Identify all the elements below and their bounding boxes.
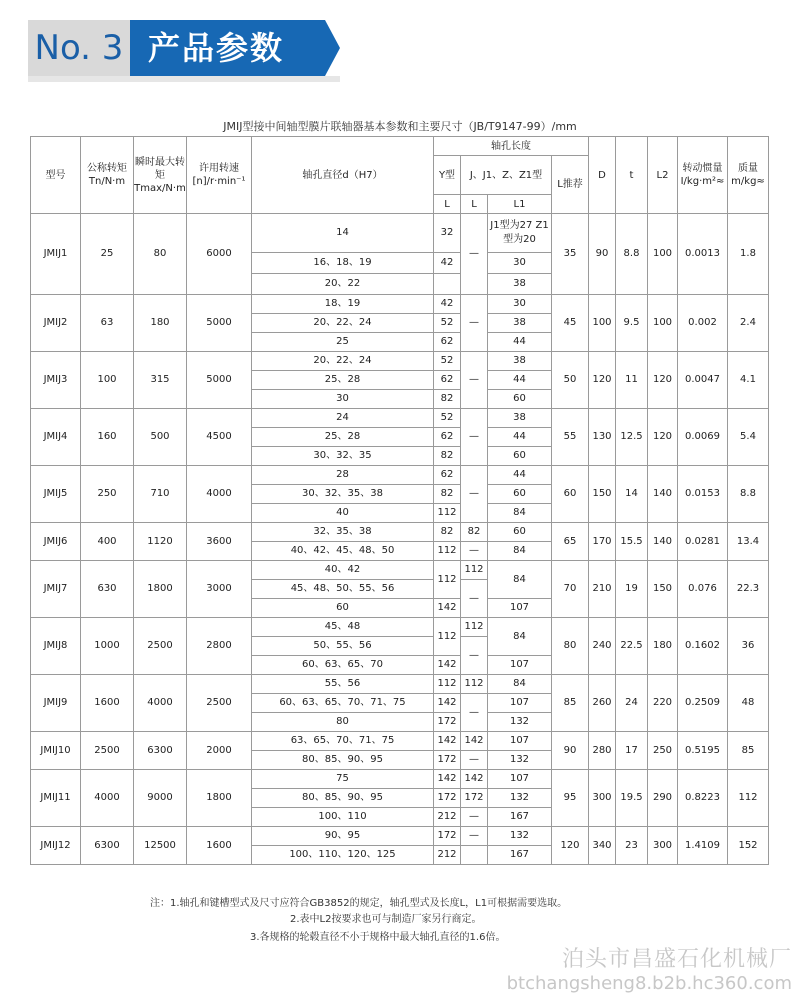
cell-nominal-torque: 160 [81, 409, 134, 466]
cell-bore-diameter: 63、65、70、71、75 [252, 732, 434, 751]
cell-L-recommended: 80 [552, 618, 589, 675]
cell-L-y: 142 [434, 656, 461, 675]
cell-bore-diameter: 45、48、50、55、56 [252, 580, 434, 599]
cell-D: 280 [589, 732, 616, 770]
cell-nominal-torque: 400 [81, 523, 134, 561]
header-L-jz: L [461, 195, 488, 214]
table-row [31, 770, 769, 789]
cell-L1: 60 [488, 390, 552, 409]
cell-L2: 140 [648, 523, 678, 561]
cell-inertia: 0.076 [678, 561, 728, 618]
cell-L-y: 42 [434, 295, 461, 314]
cell-L-y: 112 [434, 542, 461, 561]
cell-L-y: 82 [434, 485, 461, 504]
cell-L-recommended: 120 [552, 827, 589, 865]
cell-bore-diameter: 14 [252, 214, 434, 253]
cell-L-jz: 172 [461, 789, 488, 808]
table-row [31, 732, 769, 751]
cell-bore-diameter: 80、85、90、95 [252, 751, 434, 770]
cell-L-y: 172 [434, 751, 461, 770]
cell-speed: 2800 [187, 618, 252, 675]
cell-L-jz: 142 [461, 732, 488, 751]
cell-D: 130 [589, 409, 616, 466]
cell-L-recommended: 85 [552, 675, 589, 732]
cell-mass: 8.8 [728, 466, 769, 523]
header-L1: L1 [488, 195, 552, 214]
cell-L1: 30 [488, 295, 552, 314]
cell-bore-diameter: 16、18、19 [252, 253, 434, 274]
cell-mass: 2.4 [728, 295, 769, 352]
header-bore-diameter: 轴孔直径d（H7） [252, 137, 434, 214]
cell-L-y: 52 [434, 409, 461, 428]
cell-L2: 250 [648, 732, 678, 770]
cell-L1: 107 [488, 732, 552, 751]
cell-model: JMIJ3 [31, 352, 81, 409]
header-bore-length: 轴孔长度 [434, 137, 589, 156]
table-row [31, 561, 769, 580]
cell-bore-diameter: 50、55、56 [252, 637, 434, 656]
cell-L-y: 32 [434, 214, 461, 253]
cell-L-jz: 142 [461, 770, 488, 789]
cell-L1: 132 [488, 751, 552, 770]
table-caption: JMIJ型接中间轴型膜片联轴器基本参数和主要尺寸（JB/T9147-99）/mm [223, 120, 577, 133]
cell-inertia: 0.0281 [678, 523, 728, 561]
cell-peak-torque: 1120 [134, 523, 187, 561]
cell-L-y: 82 [434, 447, 461, 466]
cell-bore-diameter: 32、35、38 [252, 523, 434, 542]
cell-bore-diameter: 80、85、90、95 [252, 789, 434, 808]
cell-L-recommended: 65 [552, 523, 589, 561]
cell-peak-torque: 9000 [134, 770, 187, 827]
cell-L1: 60 [488, 485, 552, 504]
cell-t: 22.5 [616, 618, 648, 675]
cell-bore-diameter: 100、110 [252, 808, 434, 827]
cell-bore-diameter: 100、110、120、125 [252, 846, 434, 865]
table-row [31, 409, 769, 428]
cell-model: JMIJ11 [31, 770, 81, 827]
cell-mass: 22.3 [728, 561, 769, 618]
cell-L1: 107 [488, 599, 552, 618]
cell-L2: 100 [648, 214, 678, 295]
watermark [507, 947, 792, 995]
watermark-company: 泊头市昌盛石化机械厂 [561, 947, 792, 972]
cell-inertia: 0.0013 [678, 214, 728, 295]
cell-bore-diameter: 30、32、35 [252, 447, 434, 466]
cell-mass: 4.1 [728, 352, 769, 409]
cell-bore-diameter: 20、22 [252, 274, 434, 295]
cell-bore-diameter: 45、48 [252, 618, 434, 637]
note-2: 2.表中L2按要求也可与制造厂家另行商定。 [290, 914, 482, 925]
cell-peak-torque: 500 [134, 409, 187, 466]
cell-L1: 84 [488, 675, 552, 694]
cell-model: JMIJ2 [31, 295, 81, 352]
cell-t: 12.5 [616, 409, 648, 466]
header-D: D [589, 137, 616, 214]
cell-nominal-torque: 2500 [81, 732, 134, 770]
cell-speed: 4500 [187, 409, 252, 466]
cell-L-recommended: 70 [552, 561, 589, 618]
cell-L-jz: — [461, 808, 488, 827]
cell-peak-torque: 2500 [134, 618, 187, 675]
cell-L2: 140 [648, 466, 678, 523]
cell-t: 14 [616, 466, 648, 523]
cell-bore-diameter: 30、32、35、38 [252, 485, 434, 504]
header-mass: 质量m/kg≈ [728, 137, 769, 214]
cell-bore-diameter: 30 [252, 390, 434, 409]
cell-D: 120 [589, 352, 616, 409]
cell-L1: 107 [488, 656, 552, 675]
watermark-url: btchangsheng8.b2b.hc360.com [506, 973, 792, 994]
table-row [31, 827, 769, 846]
cell-peak-torque: 180 [134, 295, 187, 352]
cell-model: JMIJ1 [31, 214, 81, 295]
cell-inertia: 1.4109 [678, 827, 728, 865]
cell-nominal-torque: 250 [81, 466, 134, 523]
header-nominal-torque: 公称转矩Tn/N·m [81, 137, 134, 214]
table-row [31, 352, 769, 371]
cell-bore-diameter: 55、56 [252, 675, 434, 694]
cell-speed: 3600 [187, 523, 252, 561]
table-row [31, 675, 769, 694]
cell-L1: 132 [488, 713, 552, 732]
cell-L2: 290 [648, 770, 678, 827]
cell-D: 90 [589, 214, 616, 295]
cell-model: JMIJ10 [31, 732, 81, 770]
cell-t: 17 [616, 732, 648, 770]
cell-nominal-torque: 1000 [81, 618, 134, 675]
cell-L1: 44 [488, 428, 552, 447]
cell-peak-torque: 6300 [134, 732, 187, 770]
cell-nominal-torque: 1600 [81, 675, 134, 732]
cell-nominal-torque: 630 [81, 561, 134, 618]
cell-speed: 5000 [187, 352, 252, 409]
cell-mass: 1.8 [728, 214, 769, 295]
cell-L-jz-dash: — [461, 352, 488, 409]
cell-D: 100 [589, 295, 616, 352]
cell-speed: 2500 [187, 675, 252, 732]
parameter-table [30, 136, 769, 865]
cell-peak-torque: 4000 [134, 675, 187, 732]
cell-peak-torque: 12500 [134, 827, 187, 865]
cell-L1: 38 [488, 409, 552, 428]
cell-nominal-torque: 25 [81, 214, 134, 295]
cell-speed: 2000 [187, 732, 252, 770]
cell-nominal-torque: 63 [81, 295, 134, 352]
note-1: 注：1.轴孔和键槽型式及尺寸应符合GB3852的规定，轴孔型式及长度L，L1可根据需要选取。 [150, 898, 568, 909]
cell-L1: 107 [488, 694, 552, 713]
cell-L-recommended: 55 [552, 409, 589, 466]
cell-speed: 1800 [187, 770, 252, 827]
cell-inertia: 0.5195 [678, 732, 728, 770]
cell-speed: 5000 [187, 295, 252, 352]
cell-model: JMIJ9 [31, 675, 81, 732]
cell-inertia: 0.8223 [678, 770, 728, 827]
cell-L-y: 62 [434, 428, 461, 447]
cell-mass: 112 [728, 770, 769, 827]
cell-L1: 167 [488, 808, 552, 827]
cell-L-y: 82 [434, 523, 461, 542]
cell-L-jz [461, 846, 488, 865]
header-inertia: 转动惯量I/kg·m²≈ [678, 137, 728, 214]
cell-t: 19 [616, 561, 648, 618]
cell-bore-diameter: 40 [252, 504, 434, 523]
cell-inertia: 0.002 [678, 295, 728, 352]
cell-L1: 167 [488, 846, 552, 865]
cell-speed: 1600 [187, 827, 252, 865]
cell-L1: 38 [488, 314, 552, 333]
cell-bore-diameter: 75 [252, 770, 434, 789]
cell-bore-diameter: 20、22、24 [252, 352, 434, 371]
cell-L-y: 212 [434, 846, 461, 865]
cell-L-y: 172 [434, 789, 461, 808]
cell-L-jz: — [461, 542, 488, 561]
cell-L1: 84 [488, 561, 552, 599]
cell-L-y: 142 [434, 599, 461, 618]
cell-speed: 4000 [187, 466, 252, 523]
cell-L-y: 62 [434, 333, 461, 352]
header-model: 型号 [31, 137, 81, 214]
cell-bore-diameter: 25、28 [252, 428, 434, 447]
cell-L2: 300 [648, 827, 678, 865]
cell-L-jz-dash: — [461, 466, 488, 523]
cell-bore-diameter: 40、42 [252, 561, 434, 580]
cell-L-y: 112 [434, 675, 461, 694]
note-3: 3.各规格的轮毂直径不小于规格中最大轴孔直径的1.6倍。 [250, 932, 506, 943]
table-row [31, 295, 769, 314]
cell-inertia: 0.0047 [678, 352, 728, 409]
cell-L-y: 142 [434, 694, 461, 713]
cell-L-jz: 112 [461, 561, 488, 580]
cell-L1: 60 [488, 447, 552, 466]
cell-L-recommended: 95 [552, 770, 589, 827]
cell-L2: 120 [648, 352, 678, 409]
cell-inertia: 0.1602 [678, 618, 728, 675]
header-row [31, 137, 769, 156]
header-y-type: Y型 [434, 156, 461, 195]
cell-bore-diameter: 60 [252, 599, 434, 618]
cell-model: JMIJ12 [31, 827, 81, 865]
cell-L-y: 62 [434, 466, 461, 485]
cell-L-jz: 112 [461, 675, 488, 694]
cell-D: 260 [589, 675, 616, 732]
cell-L-y: 142 [434, 770, 461, 789]
cell-nominal-torque: 4000 [81, 770, 134, 827]
cell-L-recommended: 45 [552, 295, 589, 352]
cell-L1: 44 [488, 333, 552, 352]
cell-peak-torque: 80 [134, 214, 187, 295]
cell-L2: 180 [648, 618, 678, 675]
cell-peak-torque: 1800 [134, 561, 187, 618]
cell-L-jz: — [461, 694, 488, 732]
cell-speed: 3000 [187, 561, 252, 618]
cell-L1: 44 [488, 371, 552, 390]
cell-mass: 48 [728, 675, 769, 732]
cell-L-jz-dash: — [461, 409, 488, 466]
cell-L-y: 52 [434, 314, 461, 333]
cell-L1: 44 [488, 466, 552, 485]
cell-L-y: 172 [434, 713, 461, 732]
cell-L1: J1型为27 Z1型为20 [488, 214, 552, 253]
cell-mass: 5.4 [728, 409, 769, 466]
cell-L-jz: — [461, 580, 488, 618]
header-L2: L2 [648, 137, 678, 214]
cell-bore-diameter: 25 [252, 333, 434, 352]
cell-bore-diameter: 80 [252, 713, 434, 732]
cell-D: 210 [589, 561, 616, 618]
cell-L1: 84 [488, 618, 552, 656]
cell-L-y: 112 [434, 618, 461, 656]
cell-bore-diameter: 28 [252, 466, 434, 485]
cell-model: JMIJ6 [31, 523, 81, 561]
cell-t: 11 [616, 352, 648, 409]
cell-t: 24 [616, 675, 648, 732]
cell-L-y: 42 [434, 253, 461, 274]
cell-L-jz: 112 [461, 618, 488, 637]
cell-model: JMIJ5 [31, 466, 81, 523]
cell-peak-torque: 315 [134, 352, 187, 409]
banner-shadow [28, 76, 340, 82]
section-banner [0, 0, 800, 100]
cell-t: 15.5 [616, 523, 648, 561]
cell-mass: 13.4 [728, 523, 769, 561]
cell-D: 300 [589, 770, 616, 827]
cell-L-y: 112 [434, 561, 461, 599]
cell-D: 150 [589, 466, 616, 523]
cell-model: JMIJ4 [31, 409, 81, 466]
cell-L1: 132 [488, 827, 552, 846]
cell-peak-torque: 710 [134, 466, 187, 523]
cell-L1: 30 [488, 253, 552, 274]
header-jz-type: J、J1、Z、Z1型 [461, 156, 552, 195]
cell-L1: 38 [488, 352, 552, 371]
cell-mass: 152 [728, 827, 769, 865]
header-L: L [434, 195, 461, 214]
cell-bore-diameter: 20、22、24 [252, 314, 434, 333]
cell-bore-diameter: 40、42、45、48、50 [252, 542, 434, 561]
cell-L-jz-dash: — [461, 214, 488, 295]
cell-L-y: 62 [434, 371, 461, 390]
table-row [31, 214, 769, 253]
cell-D: 340 [589, 827, 616, 865]
cell-L1: 84 [488, 542, 552, 561]
header-l-recommended: L推荐 [552, 156, 589, 214]
cell-t: 23 [616, 827, 648, 865]
cell-L-jz: — [461, 827, 488, 846]
cell-L1: 60 [488, 523, 552, 542]
cell-model: JMIJ7 [31, 561, 81, 618]
cell-L2: 220 [648, 675, 678, 732]
cell-L-jz: 82 [461, 523, 488, 542]
cell-bore-diameter: 60、63、65、70、71、75 [252, 694, 434, 713]
cell-t: 19.5 [616, 770, 648, 827]
cell-D: 170 [589, 523, 616, 561]
cell-L-y: 172 [434, 827, 461, 846]
cell-L-jz: — [461, 751, 488, 770]
cell-inertia: 0.2509 [678, 675, 728, 732]
cell-L2: 150 [648, 561, 678, 618]
table-row [31, 523, 769, 542]
header-t: t [616, 137, 648, 214]
cell-inertia: 0.0069 [678, 409, 728, 466]
cell-L1: 107 [488, 770, 552, 789]
cell-L-recommended: 90 [552, 732, 589, 770]
cell-L-y: 82 [434, 390, 461, 409]
table-row [31, 618, 769, 637]
header-peak-torque: 瞬时最大转矩Tmax/N·m [134, 137, 187, 214]
cell-L2: 120 [648, 409, 678, 466]
cell-L2: 100 [648, 295, 678, 352]
cell-t: 8.8 [616, 214, 648, 295]
cell-L-recommended: 35 [552, 214, 589, 295]
cell-L-jz-dash: — [461, 295, 488, 352]
cell-inertia: 0.0153 [678, 466, 728, 523]
cell-L1: 38 [488, 274, 552, 295]
cell-model: JMIJ8 [31, 618, 81, 675]
cell-L1: 132 [488, 789, 552, 808]
cell-nominal-torque: 6300 [81, 827, 134, 865]
cell-t: 9.5 [616, 295, 648, 352]
cell-L-y: 52 [434, 352, 461, 371]
cell-L-recommended: 50 [552, 352, 589, 409]
cell-L-recommended: 60 [552, 466, 589, 523]
cell-L-jz: — [461, 637, 488, 675]
cell-bore-diameter: 24 [252, 409, 434, 428]
cell-L1: 84 [488, 504, 552, 523]
cell-speed: 6000 [187, 214, 252, 295]
header-speed: 许用转速[n]/r·min⁻¹ [187, 137, 252, 214]
cell-nominal-torque: 100 [81, 352, 134, 409]
cell-mass: 85 [728, 732, 769, 770]
table-row [31, 466, 769, 485]
cell-bore-diameter: 25、28 [252, 371, 434, 390]
cell-bore-diameter: 90、95 [252, 827, 434, 846]
section-title: 产品参数 [148, 29, 285, 67]
cell-bore-diameter: 60、63、65、70 [252, 656, 434, 675]
section-number: No. 3 [28, 20, 130, 76]
cell-mass: 36 [728, 618, 769, 675]
cell-bore-diameter: 18、19 [252, 295, 434, 314]
cell-L-y: 112 [434, 504, 461, 523]
cell-D: 240 [589, 618, 616, 675]
cell-L-y: 142 [434, 732, 461, 751]
cell-L-y [434, 274, 461, 295]
cell-L-y: 212 [434, 808, 461, 827]
